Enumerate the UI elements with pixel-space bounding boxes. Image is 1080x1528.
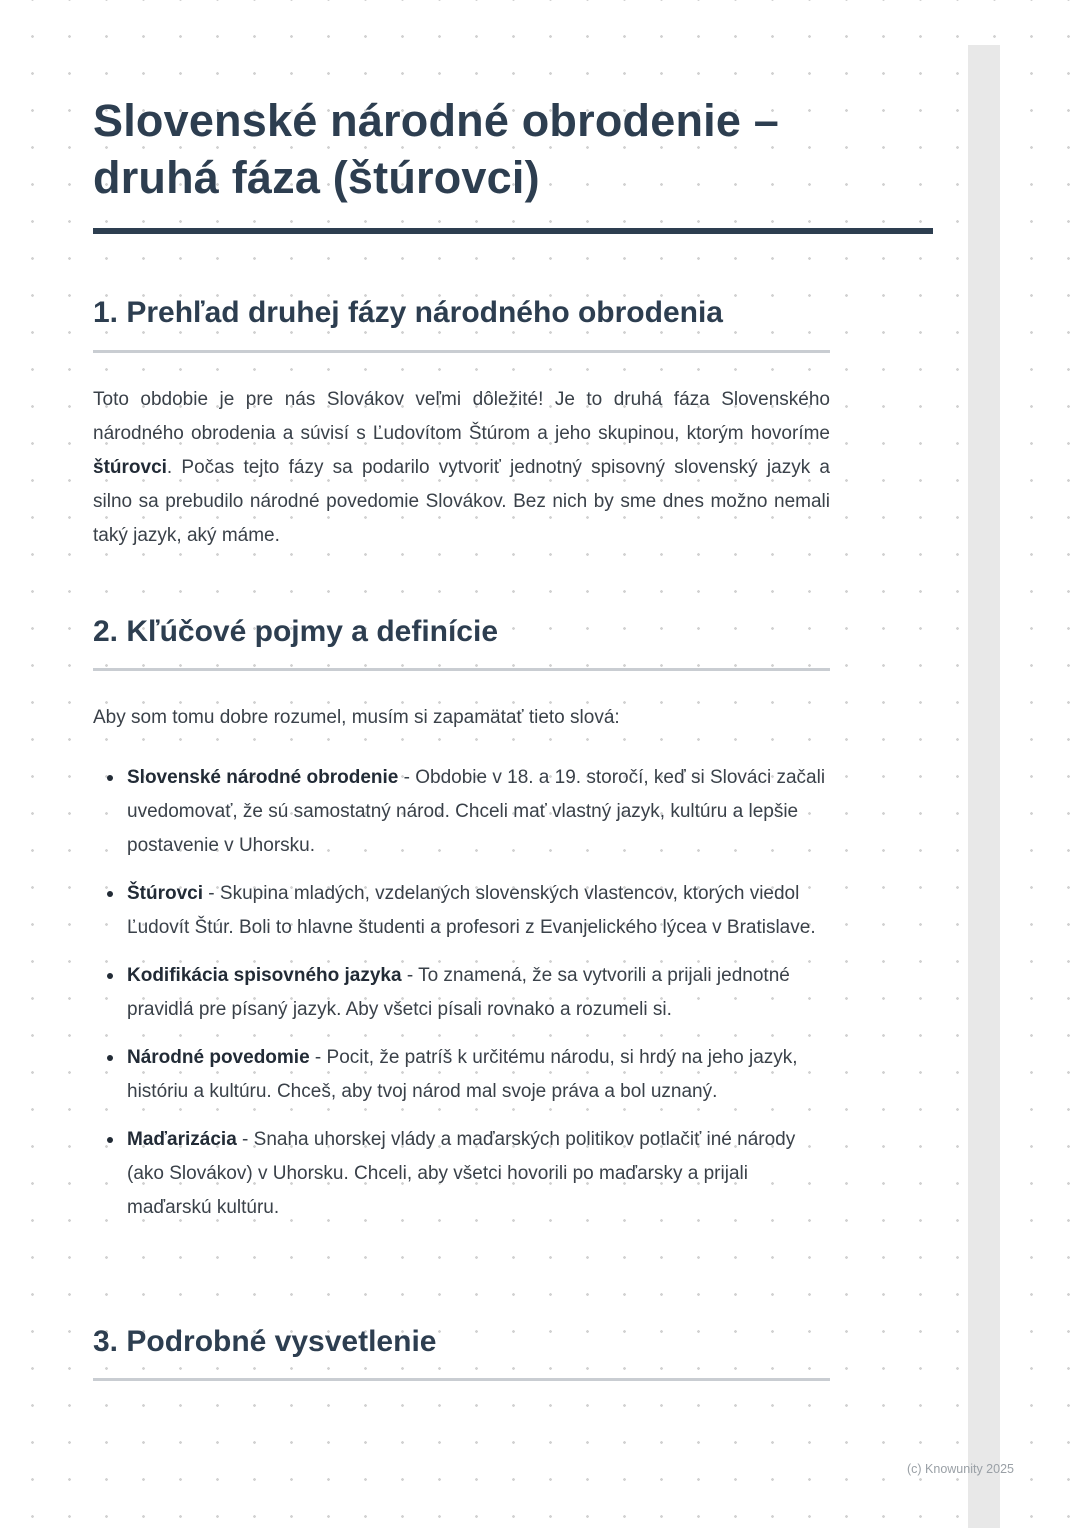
list-item: [107, 1123, 830, 1225]
title-divider: [93, 228, 933, 234]
section-1-paragraph: [93, 383, 830, 553]
term-label: Štúrovci: [127, 883, 204, 905]
term-label: Maďarizácia: [127, 1129, 237, 1151]
document-content: [93, 0, 830, 1381]
list-item: [107, 877, 830, 945]
list-item: [107, 761, 830, 863]
section-1-heading: 1. Prehľad druhej fázy národného obrodenia: [93, 296, 723, 330]
term-label: Slovenské národné obrodenie: [127, 767, 399, 789]
paragraph-text-before: Toto obdobie je pre nás Slovákov veľmi dôležité! Je to druhá fáza Slovenského národného obrodenia a súvisí s Ľudovítom Štúrom a jeho skupinou, ktorým hovoríme: [93, 388, 830, 444]
section-key-terms: [93, 611, 830, 1225]
list-item: [107, 959, 830, 1027]
section-2-divider: [93, 668, 830, 671]
term-definition: - Skupina mladých, vzdelaných slovenských vlastencov, ktorých viedol Ľudovít Štúr. Boli to hlavne študenti a profesori z Evanjelického lýcea v Bratislave.: [127, 883, 816, 939]
section-2-heading: 2. Kľúčové pojmy a definície: [93, 614, 499, 648]
scrollbar-track[interactable]: [968, 45, 1000, 1528]
term-label: Národné povedomie: [127, 1047, 310, 1069]
page-title: Slovenské národné obrodenie – druhá fáza (štúrovci): [93, 95, 779, 204]
term-definition: - Pocit, že patríš k určitému národu, si hrdý na jeho jazyk, históriu a kultúru. Chceš, aby tvoj národ mal svoje práva a bol uznaný.: [127, 1047, 798, 1103]
section-1-divider: [93, 350, 830, 353]
paragraph-text-after: . Počas tejto fázy sa podarilo vytvoriť jednotný spisovný slovenský jazyk a silno sa prebudilo národné povedomie Slovákov. Bez nich by sme dnes možno nemali taký jazyk, aký máme.: [93, 456, 830, 546]
section-3-heading: 3. Podrobné vysvetlenie: [93, 1325, 437, 1359]
term-definition: - Obdobie v 18. a 19. storočí, keď si Slováci začali uvedomovať, že sú samostatný národ. Chceli mať vlastný jazyk, kultúru a lepšie postavenie v Uhorsku.: [127, 767, 826, 857]
section-2-intro: Aby som tomu dobre rozumel, musím si zapamätať tieto slová:: [93, 707, 620, 729]
list-item: [107, 1041, 830, 1109]
section-overview: [93, 292, 830, 552]
key-terms-list: [93, 761, 830, 1225]
paragraph-bold-term: štúrovci: [93, 456, 167, 478]
copyright-notice: (c) Knowunity 2025: [906, 1462, 1014, 1476]
term-label: Kodifikácia spisovného jazyka: [127, 965, 402, 987]
term-definition: - Snaha uhorskej vlády a maďarských politikov potlačiť iné národy (ako Slovákov) v Uhorsku. Chceli, aby všetci hovorili po maďarsky a prijali maďarskú kultúru.: [127, 1129, 796, 1219]
section-detailed-explanation: [93, 1321, 830, 1381]
section-3-divider: [93, 1378, 830, 1381]
term-definition: - To znamená, že sa vytvorili a prijali jednotné pravidlá pre písaný jazyk. Aby všetci písali rovnako a rozumeli si.: [127, 965, 790, 1021]
